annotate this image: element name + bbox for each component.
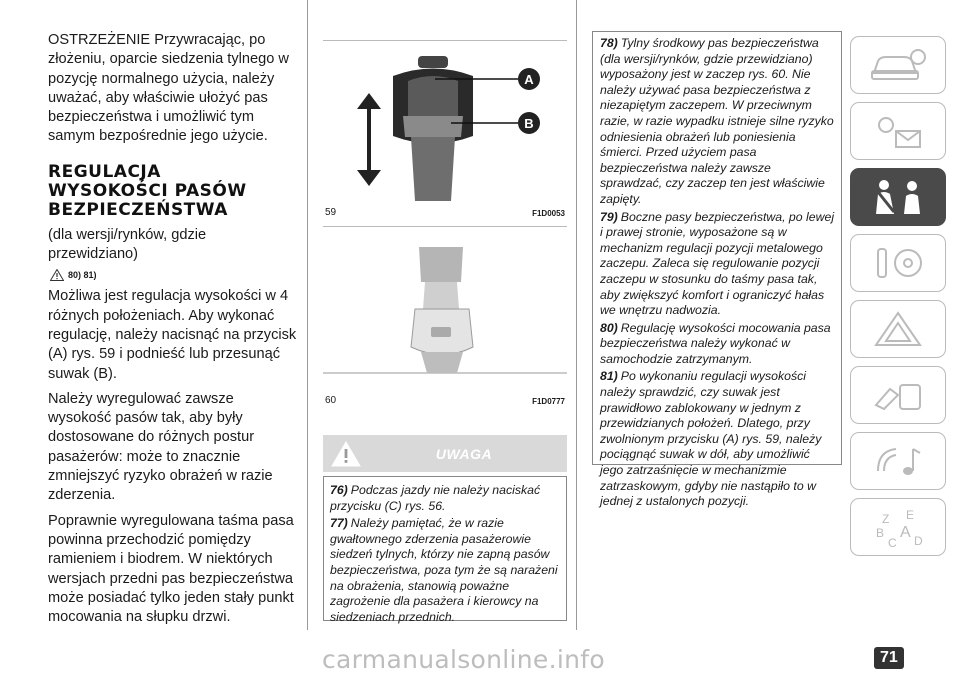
note-76 [330, 483, 560, 514]
multimedia-icon [868, 441, 928, 481]
svg-text:C: C [888, 536, 897, 549]
warning-title: UWAGA [435, 445, 493, 462]
section-subtitle: (dla wersji/rynków, gdzie przewidziano) [48, 226, 207, 263]
note-references [50, 265, 298, 285]
tab-car-info[interactable] [850, 36, 946, 94]
heading-line-2: WYSOKOŚCI PASÓW [48, 180, 247, 201]
note-number: 76) [330, 483, 348, 497]
note-refs-label: 80) 81) [68, 270, 97, 281]
svg-text:Z: Z [882, 512, 890, 526]
column-divider-2 [576, 0, 577, 630]
note-number: 77) [330, 516, 348, 531]
note-text: Po wykonaniu regulacji wysokości należy sprawdzić, czy suwak jest prawidłowo zablokowany w jednym z przewidzianych położeń. Dlatego, przy zwolnionym przycisku (A) rys. 59, należy pociągnąć suwak w dół, aby umożliwić jego zatrzaśnięcie w mechanizmie zatrzaskowym, gdyby nie nastąpiło to w jednej z ustalonych pozycji. [600, 369, 822, 509]
watermark: carmanualsonline.info [322, 645, 605, 674]
note-80 [600, 321, 835, 368]
svg-text:D: D [914, 534, 923, 548]
note-text: Podczas jazdy nie należy naciskać przycisku (C) rys. 56. [330, 483, 541, 513]
svg-text:B: B [876, 526, 885, 540]
note-text: Regulację wysokości mocowania pasa bezpieczeństwa należy wykonać w samochodzie zatrzymanym. [600, 320, 831, 366]
page-number: 71 [874, 647, 904, 669]
paragraph-routing: Poprawnie wyregulowana taśma pasa powinna przechodzić pomiędzy ramieniem i biodrem. W niektórych wersjach przedni pas bezpieczeństwa może posiadać tylko jeden stały punkt mocowania na słupku drzwi. [48, 512, 294, 626]
figure-60 [323, 226, 567, 407]
tab-emergency[interactable] [850, 300, 946, 358]
note-79 [600, 210, 835, 319]
note-number: 79) [600, 209, 618, 224]
tab-safety[interactable] [850, 168, 946, 226]
figure-code: F1D0777 [532, 397, 565, 406]
warning-triangle-icon [50, 269, 64, 281]
section-heading [48, 163, 298, 220]
chapter-tabs [850, 36, 948, 564]
figure-number: 60 [325, 395, 337, 406]
column-divider-1 [307, 0, 308, 630]
center-belt-clasp-illustration [323, 227, 567, 389]
warning-lights-icon [868, 111, 928, 151]
figure-59-caption [323, 205, 567, 219]
note-text: Należy pamiętać, że w razie gwałtownego zderzenia pasażerowie siedzeń tylnych, którzy nie zapną pasów bezpieczeństwa, poza tym że są narażeni na obrażenia, stanowią poważne zagrożenie dla pasażera i kierowcy na siedzeniach przednich. [330, 516, 558, 624]
intro-warning-text: OSTRZEŻENIE Przywracając, po złożeniu, oparcie siedzenia tylnego w pozycję normalnego użycia, należy uważać, aby właściwie ułożyć pas bezpieczeństwa i umożliwić tym samym bezpośrednie jego użycie. [48, 32, 289, 145]
note-77 [330, 516, 560, 625]
seatbelt-airbag-icon [868, 176, 928, 218]
figure-59 [323, 40, 567, 219]
left-column [48, 31, 298, 633]
tab-maintenance[interactable] [850, 366, 946, 424]
note-text: Boczne pasy bezpieczeństwa, po lewej i prawej stronie, wyposażone są w mechanizm regulacji pozycji metalowego zaczepu. Zaleca się regulowanie pozycji zaczepu w stosunku do taśmy pasa tak, aby zwiększyć komfort i ograniczyć hałas we wnętrzu nadwozia. [600, 209, 835, 318]
figure-code: F1D0053 [532, 209, 565, 218]
tab-index[interactable] [850, 498, 946, 556]
warning-header [323, 435, 567, 472]
note-number: 80) [600, 320, 618, 335]
paragraph-adjustment: Możliwa jest regulacja wysokości w 4 różnych położeniach. Aby wykonać regulację, należy nacisnąć na przycisk (A) rys. 59 i podnieść lub przesunąć suwak (B). [48, 288, 297, 382]
tab-multimedia[interactable] [850, 432, 946, 490]
callout-a: A [524, 72, 534, 87]
note-text: Tylny środkowy pas bezpieczeństwa (dla wersji/rynków, gdzie przewidziano) wyposażony jest w zaczep rys. 60. Nie należy używać pasa bezpieczeństwa z niezapiętym zaczepem. W przeciwnym razie, w razie wypadku istnieje silne ryzyko odniesienia obrażeń lub poniesienia śmierci. Przed użyciem pasa bezpieczeństwa należy zawsze sprawdzać, czy zaczep ten jest właściwie zapięty. [600, 36, 834, 206]
note-81 [600, 369, 835, 509]
car-info-icon [868, 45, 928, 85]
figure-number: 59 [325, 207, 337, 218]
tab-warning-lights[interactable] [850, 102, 946, 160]
svg-text:E: E [906, 508, 915, 522]
note-number: 78) [600, 36, 618, 50]
service-tools-icon [868, 375, 928, 415]
tab-starting-driving[interactable] [850, 234, 946, 292]
svg-text:A: A [900, 524, 911, 541]
note-number: 81) [600, 369, 618, 384]
index-abc-icon [868, 505, 928, 549]
warning-triangle-icon [331, 441, 361, 467]
notes-box [592, 31, 842, 509]
warning-notes [323, 476, 567, 624]
note-78 [600, 36, 835, 208]
key-steering-icon [868, 243, 928, 283]
heading-line-1: REGULACJA [48, 161, 161, 182]
figure-60-caption [323, 393, 567, 407]
heading-line-3: BEZPIECZEŃSTWA [48, 199, 228, 220]
callout-b: B [524, 116, 534, 131]
paragraph-height: Należy wyregulować zawsze wysokość pasów tak, aby były dostosowane do różnych postur pasażerów: może to znacznie zmniejszyć ryzyko obrażeń w razie zderzenia. [48, 390, 273, 504]
seatbelt-height-adjuster-illustration [323, 41, 567, 201]
roadside-warning-icon [868, 309, 928, 349]
